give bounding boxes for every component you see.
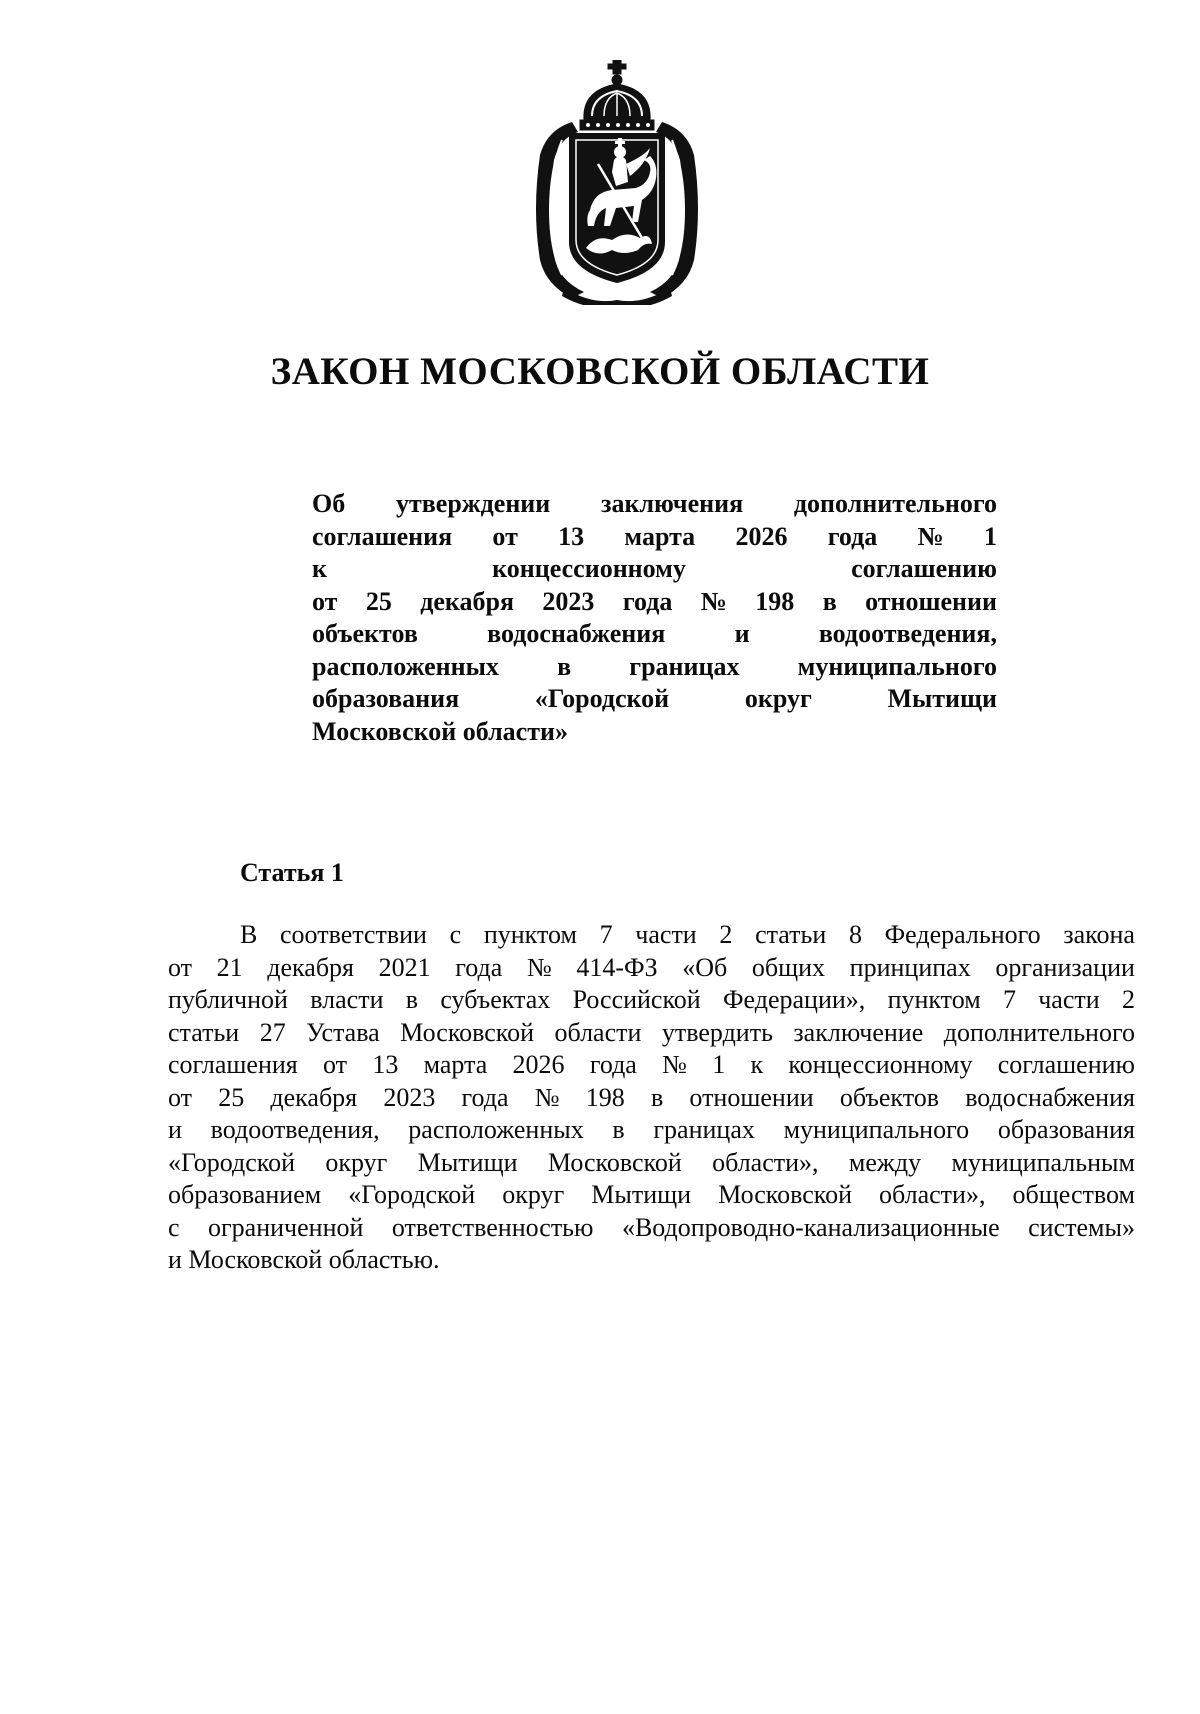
- article-word: границах: [653, 1115, 755, 1144]
- subject-word: заключения: [601, 489, 744, 518]
- article-word: соглашению: [997, 1050, 1135, 1079]
- article-word: 21: [216, 952, 243, 982]
- article-word: Устава: [306, 1017, 380, 1047]
- subject-word: дополнительного: [793, 489, 997, 518]
- document-title: ЗАКОН МОСКОВСКОЙ ОБЛАСТИ: [270, 350, 930, 393]
- article-word: соглашения: [168, 1050, 298, 1079]
- subject-word: соглашения: [312, 521, 453, 551]
- law-subject: [312, 488, 997, 748]
- article-word: 2023: [383, 1082, 436, 1112]
- article-word: заключение: [793, 1017, 924, 1047]
- article-word: водоснабжения: [965, 1082, 1135, 1112]
- subject-word: «Городской: [534, 684, 670, 713]
- subject-word: границах: [629, 651, 740, 681]
- article-word: принципах: [849, 952, 971, 982]
- article-word: ограниченной: [208, 1212, 364, 1242]
- article-line: [168, 1049, 1135, 1082]
- article-word: муниципального: [783, 1115, 970, 1144]
- article-word: области»,: [879, 1180, 986, 1209]
- coat-of-arms-emblem: [532, 60, 702, 305]
- article-word: статьи: [168, 1017, 240, 1047]
- subject-word: концессионному: [492, 554, 686, 583]
- article-word: концессионному: [788, 1050, 973, 1079]
- article-word: декабря: [267, 952, 355, 982]
- article-word: В: [240, 920, 258, 949]
- article-word: 25: [218, 1082, 245, 1112]
- subject-word: декабря: [420, 586, 515, 616]
- subject-word: Об: [312, 489, 346, 518]
- subject-word: объектов: [312, 619, 418, 648]
- article-line: [168, 1212, 1135, 1245]
- article-word: года: [589, 1050, 637, 1079]
- subject-word: марта: [624, 521, 696, 551]
- article-word: 2026: [512, 1050, 565, 1079]
- article-word: с: [449, 920, 462, 949]
- article-word: Российской: [572, 985, 701, 1014]
- article-word: 7: [1002, 985, 1016, 1014]
- subject-word: 1: [984, 521, 997, 551]
- article-word: «Городской: [348, 1180, 476, 1209]
- subject-word: 198: [755, 586, 795, 616]
- subject-line: [312, 586, 997, 619]
- subject-word: 13: [558, 521, 585, 551]
- article-word: соответствии: [280, 920, 427, 949]
- article-line: [168, 919, 1135, 952]
- subject-word: отношении: [865, 586, 997, 616]
- article-word: Московской: [547, 1147, 682, 1177]
- article-word: системы»: [1028, 1212, 1135, 1242]
- subject-word: муниципального: [797, 651, 997, 681]
- article-word: марта: [423, 1050, 488, 1079]
- article-word: объектов: [839, 1082, 939, 1112]
- subject-line: [312, 683, 997, 716]
- article-word: года: [461, 1082, 509, 1112]
- article-line: [168, 984, 1135, 1017]
- article-word: Московской: [718, 1180, 852, 1209]
- article-line: [168, 1147, 1135, 1180]
- article-word: субъектах: [440, 985, 551, 1014]
- subject-word: соглашению: [851, 554, 997, 583]
- article-line: [168, 952, 1135, 985]
- article-word: 27: [259, 1017, 286, 1047]
- article-word: обществом: [1012, 1180, 1135, 1209]
- article-body: [168, 919, 1135, 1277]
- article-word: пунктом: [887, 985, 981, 1014]
- subject-word: №: [917, 521, 944, 551]
- article-word: 198: [585, 1082, 625, 1112]
- article-word: публичной: [168, 985, 288, 1014]
- article-word: 2021: [378, 952, 431, 982]
- article-line: [168, 1114, 1135, 1147]
- article-word: и: [168, 1115, 182, 1144]
- subject-word: образования: [312, 684, 460, 713]
- article-word: округ: [325, 1147, 388, 1177]
- subject-word: 2023: [542, 586, 595, 616]
- article-word: «Водопроводно-канализационные: [621, 1212, 1000, 1242]
- subject-word: от: [312, 586, 338, 616]
- subject-word: №: [700, 586, 727, 616]
- article-word: в: [650, 1082, 664, 1112]
- article-word: «Городской: [168, 1147, 295, 1177]
- subject-word: утверждении: [395, 489, 551, 518]
- subject-line: [312, 521, 997, 554]
- article-heading: Статья 1: [240, 858, 344, 887]
- article-word: области»,: [712, 1147, 819, 1177]
- article-word: 8: [848, 920, 862, 949]
- subject-word: года: [827, 521, 878, 551]
- article-word: 13: [372, 1050, 399, 1079]
- subject-word: от: [492, 521, 518, 551]
- article-word: 2: [1121, 985, 1135, 1014]
- article-word: Мытищи: [417, 1147, 518, 1177]
- subject-word: 2026: [735, 521, 788, 551]
- article-word: организации: [995, 952, 1135, 982]
- article-word: 2: [719, 920, 733, 949]
- article-word: №: [526, 952, 552, 982]
- article-word: декабря: [270, 1082, 358, 1112]
- subject-word: года: [622, 586, 673, 616]
- subject-word: водоснабжения: [487, 619, 666, 648]
- article-word: №: [662, 1050, 687, 1079]
- article-word: Мытищи: [591, 1180, 692, 1209]
- article-word: ответственностью: [391, 1212, 594, 1242]
- article-word: 7: [599, 920, 613, 949]
- article-word: «Об: [682, 952, 728, 982]
- article-word: утвердить: [661, 1017, 773, 1047]
- subject-word: в: [822, 586, 837, 616]
- article-word: от: [168, 952, 193, 982]
- article-word: между: [848, 1147, 922, 1177]
- article-word: части: [635, 920, 697, 949]
- subject-word: Мытищи: [887, 684, 997, 713]
- subject-word: округ: [744, 684, 812, 713]
- article-word: Московской: [400, 1017, 535, 1047]
- subject-word: расположенных: [312, 651, 499, 681]
- article-word: Федерального: [884, 920, 1041, 949]
- article-line: [168, 1017, 1135, 1050]
- subject-line: [312, 553, 997, 586]
- article-word: пунктом: [483, 920, 577, 949]
- article-word: года: [455, 952, 503, 982]
- article-word: расположенных: [408, 1115, 584, 1144]
- article-word: власти: [310, 985, 384, 1014]
- article-word: от: [323, 1050, 348, 1079]
- subject-line: [312, 618, 997, 651]
- article-word: от: [168, 1082, 193, 1112]
- subject-line: Московской области»: [312, 716, 568, 746]
- article-word: №: [534, 1082, 560, 1112]
- article-word: дополнительного: [943, 1017, 1135, 1047]
- article-word: Федерации»,: [722, 985, 866, 1014]
- article-word: статьи: [755, 920, 827, 949]
- crown-icon: [580, 60, 654, 130]
- article-word: в: [405, 985, 419, 1014]
- article-line: и Московской областью.: [168, 1245, 440, 1274]
- article-word: 414-ФЗ: [576, 952, 658, 982]
- subject-word: 25: [365, 586, 392, 616]
- article-word: области: [554, 1017, 642, 1047]
- subject-line: [312, 651, 997, 684]
- subject-word: водоотведения,: [818, 619, 997, 648]
- article-word: общих: [751, 952, 826, 982]
- article-word: закона: [1063, 920, 1135, 949]
- article-word: с: [168, 1212, 180, 1242]
- subject-word: в: [557, 651, 572, 681]
- subject-word: и: [734, 619, 750, 648]
- article-line: [168, 1082, 1135, 1115]
- article-word: округ: [502, 1180, 565, 1209]
- article-word: отношении: [689, 1082, 814, 1112]
- article-word: образования: [997, 1115, 1135, 1144]
- article-word: муниципальным: [951, 1147, 1135, 1177]
- article-word: части: [1038, 985, 1100, 1014]
- subject-word: к: [312, 554, 327, 583]
- article-word: к: [750, 1050, 764, 1079]
- subject-line: [312, 488, 997, 521]
- article-word: образованием: [168, 1180, 322, 1209]
- article-word: 1: [712, 1050, 726, 1079]
- article-word: водоотведения,: [210, 1115, 380, 1144]
- article-word: в: [612, 1115, 625, 1144]
- article-line: [168, 1179, 1135, 1212]
